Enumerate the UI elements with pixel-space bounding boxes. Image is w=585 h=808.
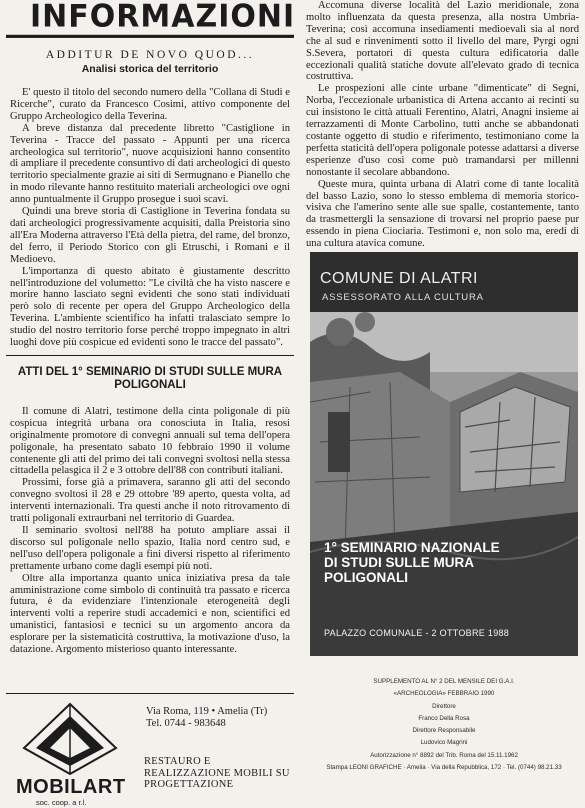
poster-event-line: POLIGONALI: [324, 570, 408, 585]
article1-paragraph: A breve distanza dal precedente libretto "Castiglione in Teverina - Tracce del passato - Appunti per una ricerca archeologica sul territorio", nuove acquisizioni hanno consentito di ampliare il precedente consuntivo di dati archeologici di questo territorio specialmente grazie ai siti di Sermugnano e Pianello che in modo rilevante hanno restituito materiali archeologici ove ogni anno puntualmente il Gruppo prosegue i suoi scavi.: [10, 122, 290, 206]
page-masthead: INFORMAZIONI: [6, 0, 294, 38]
colophon-line: «ARCHEOLOGIA» FEBBRAIO 1990: [393, 690, 495, 698]
poster-title: COMUNE DI ALATRI: [320, 270, 478, 287]
article2-paragraph: Le prospezioni alle cinte urbane "dimenticate" di Segni, Norba, l'eccezionale urbanistica di Artena accanto ai recinti su cui insistono le città attuali Ferentino, Alatri, Anagni insieme ai terrazzamenti di Monte Carbolino, tutti anche se abbandonati costante oggetto di studio e riferimento, testimoniano come la perfetta staticità dell'opera poligonale potesse adattarsi a diverse esperienze d'uso così come può tramandarsi per millenni nonostante il secolare abbandono.: [306, 83, 579, 178]
article1-paragraph: Quindi una breve storia di Castiglione in Teverina fondata su dati archeologici progressivamente acquisiti, dalla Preistoria sino all'Era Moderna attraverso l'Età della pietra, del rame, del bronzo, del ferro, il Periodo Storico con gli Etruschi, i Romani e il Medioevo.: [10, 206, 290, 265]
mobilart-advertisement: [6, 693, 294, 806]
poster-event-line: 1° SEMINARIO NAZIONALE: [324, 540, 500, 555]
colophon-line: Direttore Responsabile: [412, 727, 476, 735]
ad-address: [146, 706, 267, 730]
right-column: [300, 0, 581, 263]
article2-paragraph: Accomuna diverse località del Lazio meridionale, zona molto influenzata da questa presenza, alla nostra Umbria-Teverina; così accomuna insediamenti medioevali sia al nord che al sud e rinvenimenti sotto il livello del mare, Pyrgi ogni S.Severa, portatori di questa cultura edificatoria dalle eccezionali qualità statiche dovute all'elevato grado di tecnica costruttiva.: [306, 0, 579, 83]
ad-company-type: soc. coop. a r.l.: [36, 798, 87, 807]
article1-paragraph: L'importanza di questo abitato è giustamente descritto nell'introduzione del volumetto: "Le civiltà che ha visto nascere e morire hanno lasciato segni evidenti che sono stati individuati però solo di recente per opera del Gruppo Archeologico della Teverina. L'ambiente scientifico ha infatti tralasciato sempre lo studio del nostro territorio forse perché troppo impegnato in altri luoghi dove più cospicue ed evidenti sono le tracce del passato".: [10, 265, 290, 349]
article1-kicker: ADDITUR DE NOVO QUOD...: [45, 49, 255, 61]
article1-paragraph: E' questo il titolo del secondo numero della "Collana di Studi e Ricerche", curato da Francesco Cosimi, attivo componente del Gruppo Archeologico della Teverina.: [10, 87, 290, 122]
article2-paragraph: Queste mura, quinta urbana di Alatri come di tante località del basso Lazio, sono lo stesso emblema di memoria storico-visiva che l'amerino sente alle sue spalle, costantemente, tanto da trasmettergli la sensazione di trovarsi nel proprio paese pur essendo in piena Ciociaria. Testimoni e, non solo ma, eredi di una cultura atavica comune.: [306, 178, 579, 250]
colophon-line: Stampa LEONI GRAFICHE · Amelia · Via della Repubblica, 172 · Tel. (0744) 98.21.33: [326, 764, 562, 772]
article2-paragraph: Oltre alla importanza quanto unica iniziativa presa da tale amministrazione come simbolo di continuità tra passato e ricerca futura, è da evidenziare l'intenzionale eterogeneità degli interventi volti a reperire studi accademici e non, scientifici ed umanistici, fantasiosi e tecnici su un argomento ancora da esplorare per la sistematicità costruttiva, la motivazione d'uso, la datazione. Argomento misterioso quanto interessante.: [10, 572, 290, 656]
ad-address-line: Via Roma, 119 • Amelia (Tr): [146, 706, 268, 717]
section-divider: [6, 355, 294, 356]
poster-place: PALAZZO COMUNALE - 2 OTTOBRE 1988: [324, 628, 510, 638]
left-column: [6, 0, 294, 656]
poster-subtitle: ASSESSORATO ALLA CULTURA: [322, 292, 484, 303]
mobilart-logo-icon: [20, 702, 120, 776]
ad-phone: Tel. 0744 - 983648: [146, 718, 226, 729]
article2-paragraph: Il comune di Alatri, testimone della cinta poligonale di più cospicua integrità urbana ora conosciuta in Italia, resosi originalmente promotore di convegni annuali sul tema dell'opera poligonale, ha presentato sabato 10 febbraio 1990 il volume contenente gli atti del primo dei tali convegni svoltosi nella stessa cittadella pelasgica il 2 e 3 ottobre dell'88 con contributi italiani.: [10, 405, 290, 477]
colophon-line: SUPPLEMENTO AL N° 2 DEL MENSILE DEI G.A.I.: [373, 678, 515, 685]
poster-event-title: [324, 540, 564, 585]
poster-photo: [310, 252, 578, 656]
article2-paragraph: Il seminario svoltosi nell'88 ha potuto ampliare assai il discorso sul poligonale nello spazio, Italia nord centro sud, e nell'uso dell'opera poligonale a fini diversi rispetto al riferimento prettamente urbano come dagli esempi più noti.: [10, 525, 290, 572]
article1-subtitle: Analisi storica del territorio: [81, 63, 219, 75]
ad-tagline: RESTAURO E REALIZZAZIONE MOBILI SU PROGETTAZIONE: [144, 756, 290, 790]
colophon-line: Autorizzazione n° 8892 del Trib. Roma del 15.11.1962: [370, 751, 518, 759]
poster-event-line: DI STUDI SULLE MURA: [324, 555, 474, 570]
colophon-line: Ludovico Magrini: [420, 739, 468, 747]
seminar-poster-image: [310, 252, 578, 656]
colophon-line: Direttore: [432, 702, 456, 710]
article2-title: ATTI DEL 1° SEMINARIO DI STUDI SULLE MURA POLIGONALI: [17, 365, 283, 391]
colophon: [310, 676, 578, 774]
article2-paragraph: Prossimi, forse già a primavera, saranno gli atti del secondo convegno svoltosi il 28 e 29 ottobre '89 aperto, questa volta, ad interventi internazionali. Tra questi anche il noto ritrovamento di tratti poligonali extraurbani nel territorio di Guardea.: [10, 477, 290, 525]
colophon-line: Franco Della Rosa: [418, 714, 470, 722]
ad-brand-name: MOBILART: [16, 776, 126, 798]
